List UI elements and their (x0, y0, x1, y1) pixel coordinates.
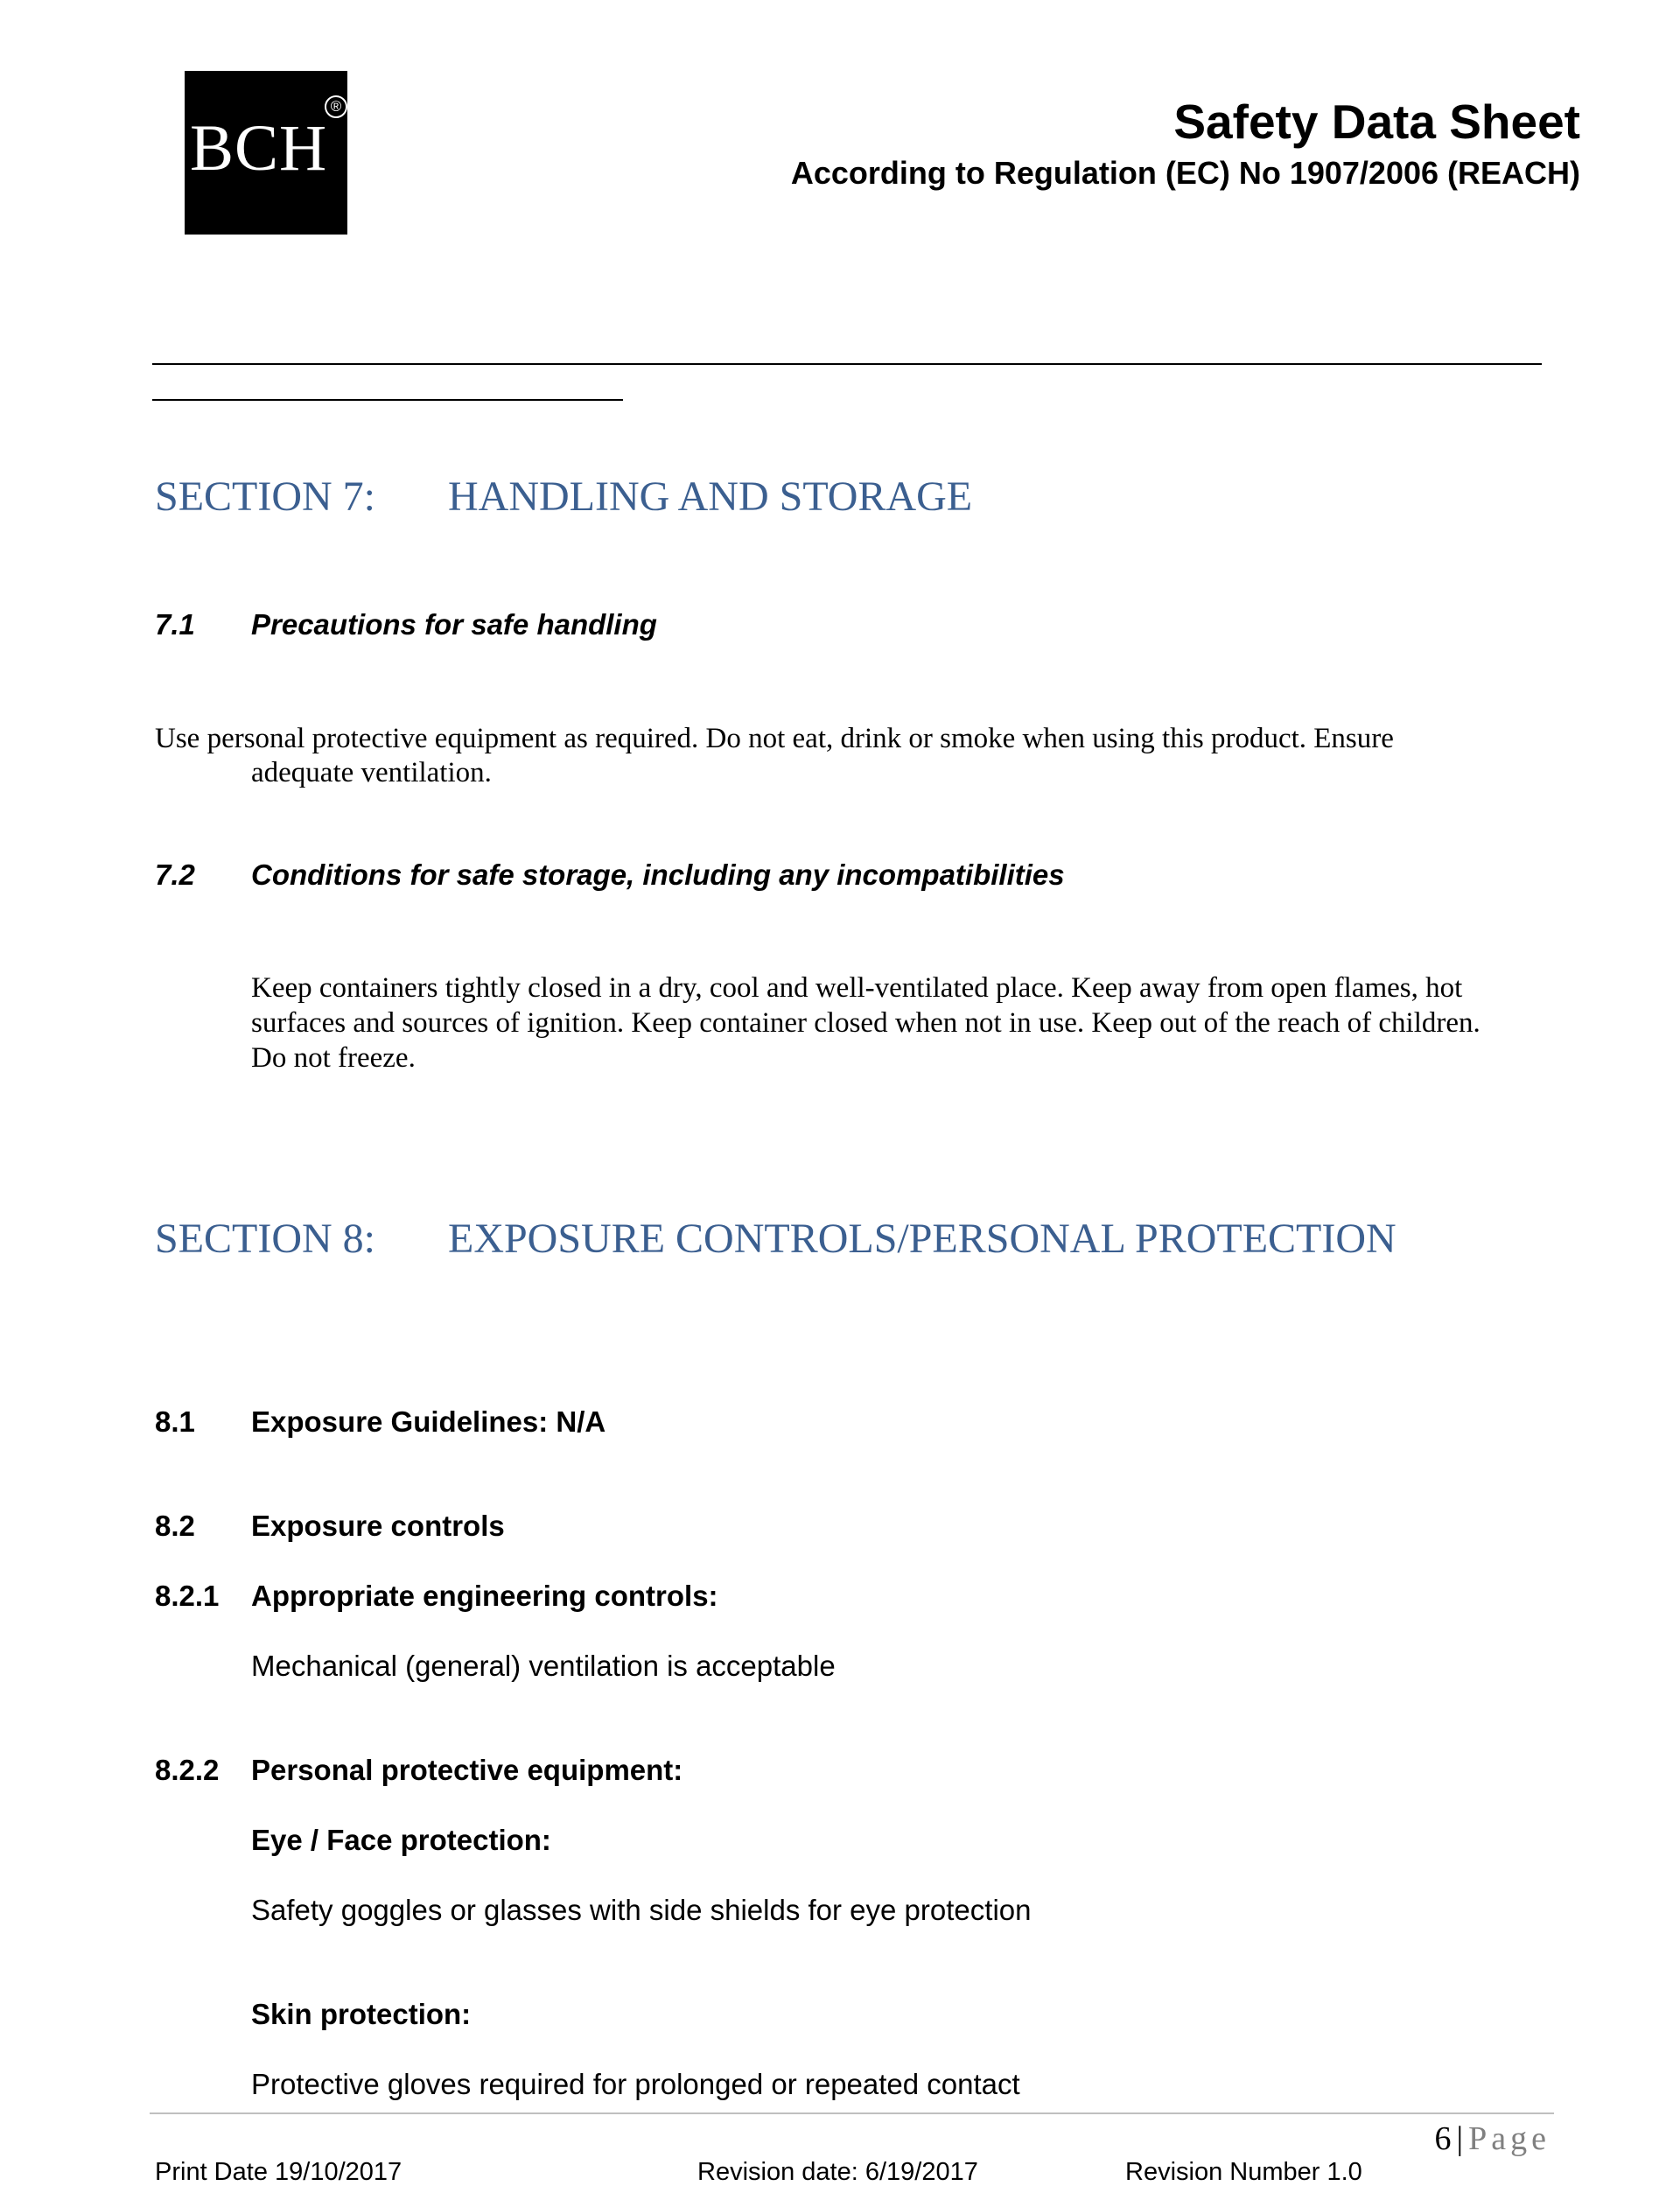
section-8-title: EXPOSURE CONTROLS/PERSONAL PROTECTION (448, 1216, 1396, 1262)
page-label: Page (1468, 2120, 1550, 2157)
subsection-7-1-number: 7.1 (155, 608, 195, 641)
logo-text: BCH (190, 112, 328, 185)
section-7-number: SECTION 7: (155, 473, 375, 520)
subsection-7-2-number: 7.2 (155, 858, 195, 891)
footer-rule (150, 2112, 1554, 2114)
section-8-number: SECTION 8: (155, 1216, 375, 1262)
subsection-8-2-title: Exposure controls (251, 1510, 505, 1542)
skin-protection-text: Protective gloves required for prolonged or repeated contact (251, 2068, 1020, 2100)
subsection-8-2-number: 8.2 (155, 1510, 195, 1542)
subsection-8-2-2-number: 8.2.2 (155, 1754, 220, 1786)
subsection-8-2-1-number: 8.2.1 (155, 1580, 220, 1612)
section-7-title: HANDLING AND STORAGE (448, 473, 973, 520)
registered-mark-icon: ® (325, 95, 347, 118)
page-separator: | (1456, 2120, 1464, 2157)
storage-text-line-2: surfaces and sources of ignition. Keep container closed when not in use. Keep out of the reach of children. (251, 1007, 1480, 1039)
page-number-value: 6 (1434, 2120, 1452, 2157)
header-rule-long (152, 363, 1542, 365)
storage-text-line-1: Keep containers tightly closed in a dry, cool and well-ventilated place. Keep away from open flames, hot (251, 972, 1463, 1004)
eye-protection-text: Safety goggles or glasses with side shields for eye protection (251, 1894, 1032, 1926)
revision-number: Revision Number 1.0 (1125, 2158, 1362, 2186)
bch-logo (185, 71, 347, 235)
page-number (1435, 2122, 1550, 2155)
subsection-7-2-title: Conditions for safe storage, including any incompatibilities (251, 858, 1065, 891)
print-date: Print Date 19/10/2017 (155, 2158, 402, 2186)
revision-date: Revision date: 6/19/2017 (697, 2158, 978, 2186)
subsection-8-2-2-title: Personal protective equipment: (251, 1754, 683, 1786)
subsection-7-1-title: Precautions for safe handling (251, 608, 657, 641)
subsection-8-1-number: 8.1 (155, 1405, 195, 1438)
handling-text-line-2: adequate ventilation. (251, 757, 492, 788)
engineering-controls-text: Mechanical (general) ventilation is acceptable (251, 1650, 836, 1682)
storage-text-line-3: Do not freeze. (251, 1042, 416, 1074)
document-subtitle: According to Regulation (EC) No 1907/2006 (REACH) (790, 155, 1580, 191)
subsection-8-1-title: Exposure Guidelines: N/A (251, 1405, 606, 1438)
skin-protection-heading: Skin protection: (251, 1998, 472, 2030)
document-title: Safety Data Sheet (1173, 95, 1580, 149)
eye-protection-heading: Eye / Face protection: (251, 1824, 551, 1856)
handling-text-line-1: Use personal protective equipment as required. Do not eat, drink or smoke when using this product. Ensure (155, 723, 1394, 754)
header-rule-short (152, 399, 623, 401)
subsection-8-2-1-title: Appropriate engineering controls: (251, 1580, 718, 1612)
